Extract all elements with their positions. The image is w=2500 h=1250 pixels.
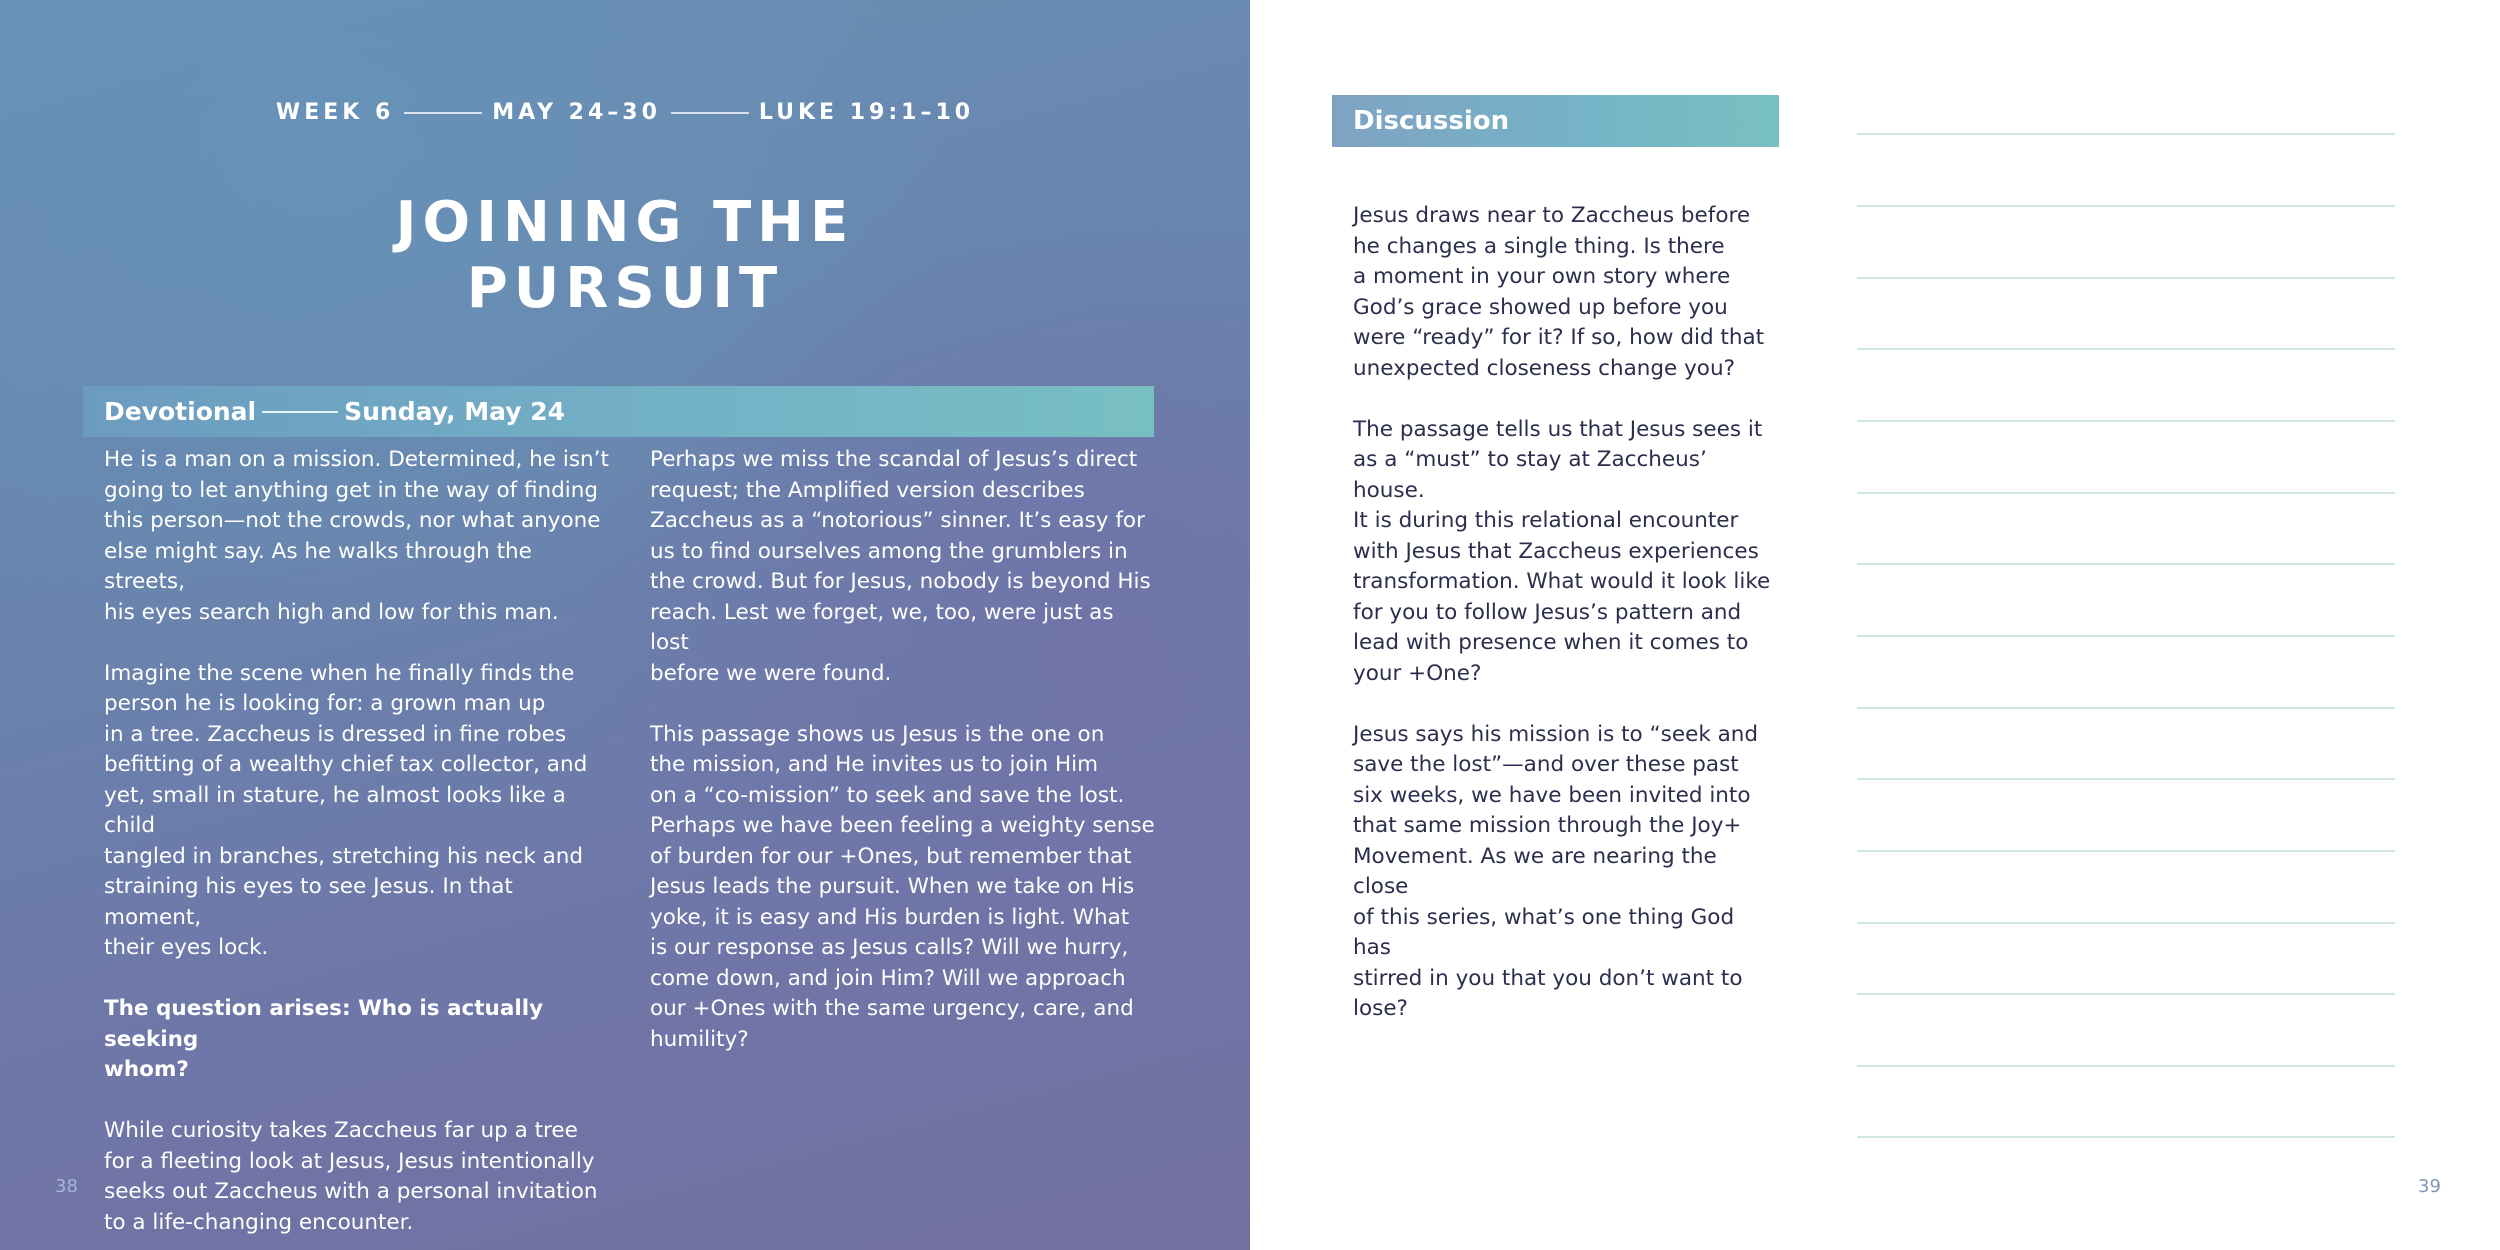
- note-line: [1857, 1136, 2395, 1138]
- note-line: [1857, 922, 2395, 924]
- week-label: WEEK 6: [275, 100, 395, 125]
- note-line: [1857, 348, 2395, 350]
- note-line: [1857, 563, 2395, 565]
- note-line: [1857, 635, 2395, 637]
- paragraph: While curiosity takes Zaccheus far up a tree for a fleeting look at Jesus, Jesus intentionally seeks out Zaccheus with a personal invitation to a life-changing encounter.: [104, 1118, 598, 1235]
- page-title: [0, 190, 1250, 322]
- discussion-question: Jesus says his mission is to “seek and save the lost”—and over these past six weeks, we have been invited into that same mission through the Joy+ Movement. As we are nearing the close of this series, what’s one thing God has stirred in you that you don’t want to lose?: [1353, 721, 1759, 1021]
- discussion-question: Jesus draws near to Zaccheus before he changes a single thing. Is there a moment in your own story where God’s grace showed up before you were “ready” for it? If so, how did that unexpected closeness change you?: [1353, 203, 1765, 381]
- paragraph: Imagine the scene when he finally finds the person he is looking for: a grown man up in a tree. Zaccheus is dressed in fine robes befitting of a wealthy chief tax collector, and yet, small in stature, he almost looks like a child tangled in branches, stretching his neck and straining his eyes to see Jesus. In that moment, their eyes lock.: [104, 660, 588, 960]
- note-line: [1857, 850, 2395, 852]
- note-line: [1857, 205, 2395, 207]
- paragraph: He is a man on a mission. Determined, he isn’t going to let anything get in the way of finding this person—not the crowds, nor what anyone else might say. As he walks through the streets, his eyes search high and low for this man.: [104, 447, 609, 625]
- devotional-label: Devotional: [104, 397, 257, 426]
- devotional-column-1: [104, 445, 609, 1250]
- highlight-question: The question arises: Who is actually seeking whom?: [104, 996, 544, 1082]
- note-line: [1857, 133, 2395, 135]
- divider-rule: [671, 112, 749, 114]
- page-number-left: 38: [55, 1176, 78, 1197]
- note-line: [1857, 707, 2395, 709]
- note-line: [1857, 420, 2395, 422]
- devotional-header-band: [83, 386, 1154, 437]
- devotional-date: Sunday, May 24: [344, 397, 566, 426]
- title-line-2: PURSUIT: [466, 256, 784, 321]
- note-line: [1857, 778, 2395, 780]
- discussion-header-band: [1332, 95, 1779, 147]
- week-dates: MAY 24–30: [492, 100, 661, 125]
- divider-rule: [404, 112, 482, 114]
- note-line: [1857, 277, 2395, 279]
- discussion-label: Discussion: [1353, 106, 1510, 136]
- scripture-reference: LUKE 19:1–10: [758, 100, 975, 125]
- page-number-right: 39: [2418, 1176, 2441, 1197]
- devotional-column-2: [650, 445, 1155, 1086]
- discussion-questions: [1353, 201, 1773, 1055]
- discussion-question: The passage tells us that Jesus sees it as a “must” to stay at Zaccheus’ house. It is during this relational encounter with Jesus that Zaccheus experiences transformation. What would it look like for you to follow Jesus’s pattern and lead with presence when it comes to your +One?: [1353, 416, 1771, 686]
- note-line: [1857, 1065, 2395, 1067]
- week-header: [0, 100, 1250, 125]
- title-line-1: JOINING THE: [395, 190, 855, 255]
- note-line: [1857, 993, 2395, 995]
- paragraph: This passage shows us Jesus is the one on the mission, and He invites us to join Him on a “co-mission” to seek and save the lost. Perhaps we have been feeling a weighty sense of burden for our +Ones, but remember that Jesus leads the pursuit. When we take on His yoke, it is easy and His burden is light. What is our response as Jesus calls? Will we hurry, come down, and join Him? Will we approach our +Ones with the same urgency, care, and humility?: [650, 721, 1155, 1052]
- note-line: [1857, 492, 2395, 494]
- divider-rule: [262, 411, 338, 413]
- paragraph: Perhaps we miss the scandal of Jesus’s direct request; the Amplified version describes Zaccheus as a “notorious” sinner. It’s easy for us to find ourselves among the grumblers in the crowd. But for Jesus, nobody is beyond His reach. Lest we forget, we, too, were just as lost before we were found.: [650, 447, 1151, 686]
